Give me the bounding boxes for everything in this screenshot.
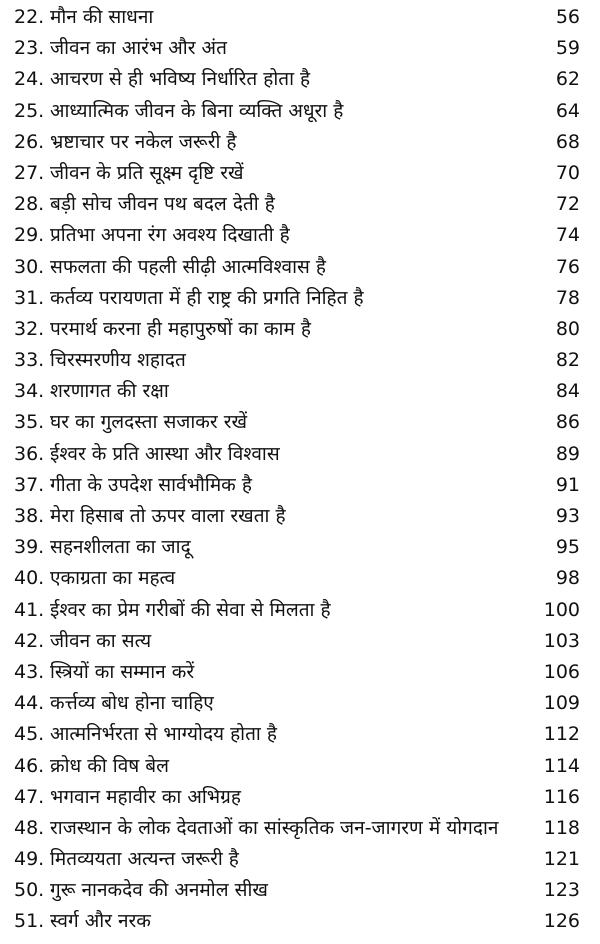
toc-entry-page: 68 <box>555 130 580 153</box>
toc-entry-title: मौन की साधना <box>50 6 154 28</box>
toc-entry-page: 109 <box>543 692 580 715</box>
toc-entry-title: ईश्वर के प्रति आस्था और विश्वास <box>50 442 280 465</box>
toc-entry <box>0 813 600 844</box>
toc-entry-title: प्रतिभा अपना रंग अवश्य दिखाती है <box>50 224 290 247</box>
toc-entry-title: स्त्रियों का सम्मान करें <box>50 660 195 683</box>
toc-entry-title: जीवन के प्रति सूक्ष्म दृष्टि रखें <box>50 161 244 184</box>
toc-entry-number: 36. <box>14 442 45 465</box>
toc-entry-title: राजस्थान के लोक देवताओं का सांस्कृतिक जन-जागरण में योगदान <box>50 816 499 839</box>
toc-entry-page: 103 <box>543 629 580 652</box>
toc-entry-number: 25. <box>14 99 45 122</box>
toc-entry-title: जीवन का आरंभ और अंत <box>50 37 227 60</box>
toc-entry-title: भगवान महावीर का अभिग्रह <box>50 785 241 808</box>
toc-entry-title: घर का गुलदस्ता सजाकर रखें <box>50 411 248 434</box>
toc-entry <box>0 875 600 906</box>
toc-entry-page: 91 <box>555 473 580 496</box>
toc-entry-title: कर्त्तव्य बोध होना चाहिए <box>50 692 214 715</box>
toc-entry-page: 93 <box>555 505 580 527</box>
toc-entry-number: 29. <box>14 224 45 247</box>
toc-entry-title: आध्यात्मिक जीवन के बिना व्यक्ति अधूरा है <box>50 99 344 122</box>
toc-entry-number: 46. <box>14 754 45 777</box>
toc-entry-page: 78 <box>555 286 580 309</box>
toc-entry <box>0 532 600 563</box>
toc-entry <box>0 345 600 376</box>
toc-entry-page: 72 <box>555 193 580 216</box>
toc-entry-number: 51. <box>14 910 45 933</box>
toc-entry-page: 118 <box>543 816 580 839</box>
toc-entry-title: कर्तव्य परायणता में ही राष्ट्र की प्रगति निहित है <box>50 286 364 309</box>
toc-entry-title: मेरा हिसाब तो ऊपर वाला रखता है <box>50 505 286 527</box>
toc-entry-title: मितव्ययता अत्यन्त जरूरी है <box>50 848 239 871</box>
toc-entry-number: 23. <box>14 37 45 60</box>
toc-entry-title: आचरण से ही भविष्य निर्धारित होता है <box>50 68 311 91</box>
toc-entry-number: 32. <box>14 317 45 340</box>
toc-entry-title: जीवन का सत्य <box>50 629 152 652</box>
toc-entry-number: 42. <box>14 629 45 652</box>
toc-entry-page: 86 <box>555 411 580 434</box>
toc-entry <box>0 657 600 688</box>
toc-entry-title: स्वर्ग और नरक <box>50 910 151 933</box>
toc-entry <box>0 719 600 750</box>
toc-entry <box>0 158 600 189</box>
toc-entry-number: 43. <box>14 660 45 683</box>
toc-entry-title: आत्मनिर्भरता से भाग्योदय होता है <box>50 723 277 746</box>
toc-entry <box>0 220 600 251</box>
toc-entry-number: 45. <box>14 723 45 746</box>
toc-entry <box>0 688 600 719</box>
toc-entry-number: 49. <box>14 848 45 871</box>
toc-entry-number: 50. <box>14 879 45 902</box>
toc-entry <box>0 64 600 95</box>
toc-entry-number: 34. <box>14 380 45 403</box>
toc-entry-page: 121 <box>543 848 580 871</box>
toc-entry-page: 64 <box>555 99 580 122</box>
toc-entry-page: 62 <box>555 68 580 91</box>
toc-entry <box>0 844 600 875</box>
toc-entry <box>0 407 600 438</box>
toc-entry-page: 100 <box>543 598 580 621</box>
toc-entry-number: 22. <box>14 6 45 28</box>
toc-entry <box>0 2 600 33</box>
toc-entry-number: 44. <box>14 692 45 715</box>
toc-entry-number: 31. <box>14 286 45 309</box>
toc-entry <box>0 314 600 345</box>
toc-entry-page: 98 <box>555 567 580 590</box>
toc-entry-page: 84 <box>555 380 580 403</box>
toc-entry-page: 123 <box>543 879 580 902</box>
toc-entry <box>0 470 600 501</box>
toc-entry-page: 112 <box>543 723 580 746</box>
toc-entry <box>0 96 600 127</box>
toc-entry <box>0 127 600 158</box>
toc-entry-number: 26. <box>14 130 45 153</box>
toc-entry-number: 24. <box>14 68 45 91</box>
toc-entry-page: 56 <box>555 6 580 28</box>
toc-entry-page: 70 <box>555 161 580 184</box>
toc-entry <box>0 439 600 470</box>
toc-entry-page: 74 <box>555 224 580 247</box>
toc-entry-number: 38. <box>14 505 45 527</box>
toc-entry <box>0 563 600 594</box>
toc-entry <box>0 501 600 532</box>
toc-entry-title: चिरस्मरणीय शहादत <box>50 349 186 372</box>
toc-entry-title: शरणागत की रक्षा <box>50 380 169 403</box>
toc-entry <box>0 751 600 782</box>
toc-entry <box>0 376 600 407</box>
toc-entry <box>0 252 600 283</box>
toc-entry-number: 28. <box>14 193 45 216</box>
toc-entry-title: एकाग्रता का महत्व <box>50 567 176 590</box>
toc-entry <box>0 906 600 937</box>
toc-entry-page: 114 <box>543 754 580 777</box>
toc-entry-title: क्रोध की विष बेल <box>50 754 170 777</box>
toc-entry <box>0 595 600 626</box>
toc-entry-number: 48. <box>14 816 45 839</box>
toc-entry-title: गीता के उपदेश सार्वभौमिक है <box>50 473 252 496</box>
toc-entry <box>0 189 600 220</box>
toc-entry-title: ईश्वर का प्रेम गरीबों की सेवा से मिलता है <box>50 598 331 621</box>
toc-entry <box>0 626 600 657</box>
toc-entry <box>0 283 600 314</box>
table-of-contents <box>0 2 600 938</box>
toc-entry-page: 116 <box>543 785 580 808</box>
toc-entry-number: 33. <box>14 349 45 372</box>
toc-entry-title: गुरू नानकदेव की अनमोल सीख <box>50 879 268 902</box>
toc-entry <box>0 782 600 813</box>
toc-entry-number: 35. <box>14 411 45 434</box>
toc-entry-page: 126 <box>543 910 580 933</box>
toc-entry-title: भ्रष्टाचार पर नकेल जरूरी है <box>50 130 237 153</box>
toc-entry <box>0 33 600 64</box>
toc-entry-title: सहनशीलता का जादू <box>50 536 191 559</box>
toc-entry-page: 76 <box>555 255 580 278</box>
toc-entry-title: सफलता की पहली सीढ़ी आत्मविश्वास है <box>50 255 327 278</box>
toc-entry-number: 39. <box>14 536 45 559</box>
toc-entry-number: 30. <box>14 255 45 278</box>
toc-entry-page: 95 <box>555 536 580 559</box>
toc-entry-number: 47. <box>14 785 45 808</box>
toc-entry-number: 37. <box>14 473 45 496</box>
toc-entry-page: 59 <box>555 37 580 60</box>
toc-entry-number: 40. <box>14 567 45 590</box>
toc-entry-title: बड़ी सोच जीवन पथ बदल देती है <box>50 193 275 216</box>
toc-entry-page: 80 <box>555 317 580 340</box>
toc-entry-number: 27. <box>14 161 45 184</box>
toc-entry-title: परमार्थ करना ही महापुरुषों का काम है <box>50 317 311 340</box>
toc-entry-page: 106 <box>543 660 580 683</box>
toc-entry-page: 82 <box>555 349 580 372</box>
toc-entry-page: 89 <box>555 442 580 465</box>
toc-entry-number: 41. <box>14 598 45 621</box>
